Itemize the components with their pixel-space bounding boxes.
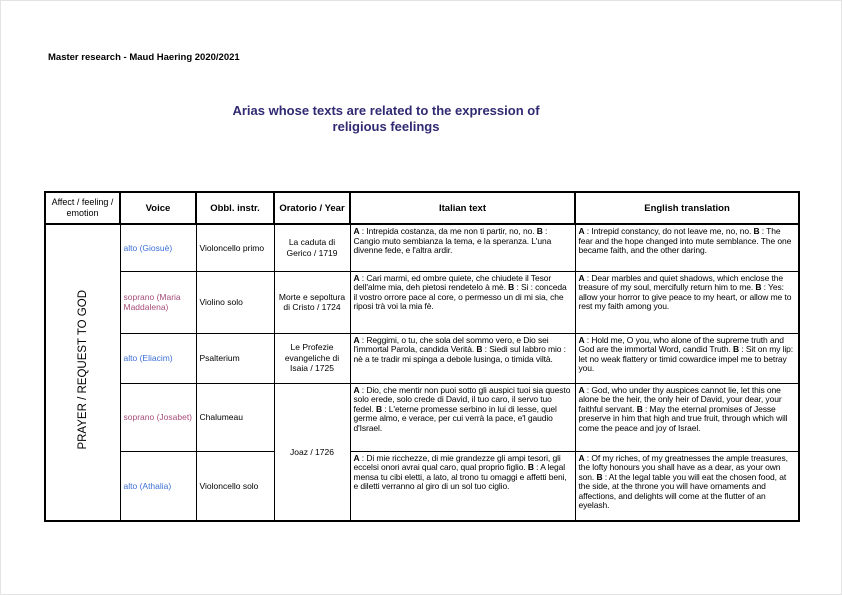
english-text-cell: A : Hold me, O you, who alone of the supreme truth and God are the immortal Word, candid Truth. B : Sit on my lip: let no weak flattery or timid cowardice impel me to betray you. — [575, 333, 799, 383]
header-voice: Voice — [120, 192, 196, 224]
table-row — [45, 224, 799, 271]
table-body — [45, 224, 799, 521]
section-b-label: B — [732, 344, 740, 355]
doc-header: Master research - Maud Haering 2020/2021 — [48, 52, 240, 63]
doc-title-line2: religious feelings — [332, 119, 440, 134]
section-b-label: B — [536, 226, 543, 236]
section-a-label: A — [353, 452, 360, 463]
table-row — [45, 271, 799, 333]
header-italian-text: Italian text — [350, 192, 575, 224]
header-oratorio-year: Oratorio / Year — [274, 192, 350, 224]
english-text-cell: A : Intrepid constancy, do not leave me, no, no. B : The fear and the hope changed into mute semblance. The one became faith, and the other daring. — [575, 224, 799, 271]
section-b-label: B — [508, 282, 515, 293]
section-a-label: A — [578, 334, 585, 345]
category-cell — [45, 224, 120, 521]
section-a-label: A — [578, 272, 585, 283]
oratorio-cell: La caduta di Gerico / 1719 — [274, 224, 350, 271]
english-text-cell: A : Of my riches, of my greatnesses the ample treasures, the lofty honours you shall have as a dear, as your own son. B : At the legal table you will eat the chosen food, at the side, at the throne you will have ornaments and affections, and delights will come at the flutter of an eyelash. — [575, 451, 799, 521]
doc-title-line1: Arias whose texts are related to the expression of — [232, 103, 540, 118]
table-row — [45, 333, 799, 383]
section-b-label: B — [636, 403, 643, 414]
section-a-label: A — [353, 384, 360, 395]
section-b-label: B — [753, 226, 760, 236]
section-a-label: A — [353, 272, 360, 283]
section-b-label: B — [476, 344, 483, 355]
italian-text-cell: A : Dio, che mentir non puoi sotto gli auspici tuoi sia questo solo erede, solo crede di David, il tuo caro, il servo tuo fedel. B : L'eterne promesse serbino in lui di Iesse, quel germe almo, e verace, per cui verrà la pace, e'l gaudio d'Israel. — [350, 383, 575, 451]
voice-cell: alto (Giosuè) — [120, 224, 196, 271]
voice-cell: soprano (Josabet) — [120, 383, 196, 451]
section-b-label: B — [375, 403, 383, 414]
section-a-label: A — [353, 334, 360, 345]
english-text-cell: A : Dear marbles and quiet shadows, which enclose the treasure of my soul, mercifully return him to me. B : Yes: allow your horror to give peace to my heart, or allow me to rest my faith among you. — [575, 271, 799, 333]
voice-cell: soprano (Maria Maddalena) — [120, 271, 196, 333]
instrument-cell: Psalterium — [196, 333, 274, 383]
category-label: PRAYER / REQUEST TO GOD — [76, 290, 89, 450]
voice-cell: alto (Athalia) — [120, 451, 196, 521]
table-header-row — [45, 192, 799, 224]
header-obbl-instr: Obbl. instr. — [196, 192, 274, 224]
italian-text-cell: A : Cari marmi, ed ombre quiete, che chiudete il Tesor dell'alme mia, deh pietosi rendetelo à mè. B : Si : conceda il vostro orrore pace al core, o permesso un di mi sia, che riposi trà voi la mia fè. — [350, 271, 575, 333]
instrument-cell: Violoncello solo — [196, 451, 274, 521]
italian-text-cell: A : Di mie ricchezze, di mie grandezze gli ampi tesori, gli eccelsi onori avrai qual caro, qual proprio figlio. B : A legal mensa tu cibi eletti, a lato, al trono tu omaggi e affetti beni, e diletti verranno al giro di un sol tuo ciglio. — [350, 451, 575, 521]
section-b-label: B — [527, 462, 534, 473]
instrument-cell: Chalumeau — [196, 383, 274, 451]
table-row — [45, 451, 799, 521]
instrument-cell: Violoncello primo — [196, 224, 274, 271]
oratorio-cell: Morte e sepoltura di Cristo / 1724 — [274, 271, 350, 333]
oratorio-cell: Joaz / 1726 — [274, 383, 350, 521]
section-a-label: A — [578, 452, 585, 463]
table-row — [45, 383, 799, 451]
header-affect: Affect / feeling / emotion — [45, 192, 120, 224]
italian-text-cell: A : Reggimi, o tu, che sola del sommo vero, e Dio sei l'immortal Parola, candida Verità. B : Siedi sul labbro mio : nè a te tradir mi spinga a debole lusinga, o timida viltà. — [350, 333, 575, 383]
voice-cell: alto (Eliacim) — [120, 333, 196, 383]
arias-table — [44, 191, 800, 522]
oratorio-cell: Le Profezie evangeliche di Isaia / 1725 — [274, 333, 350, 383]
doc-title — [1, 103, 771, 135]
english-text-cell: A : God, who under thy auspices cannot lie, let this one alone be the heir, the only heir of David, your dear, your faithful servant. B : May the eternal promises of Jesse preserve in him that high and true fruit, through which will come the peace and joy of Israel. — [575, 383, 799, 451]
section-b-label: B — [596, 471, 603, 482]
section-b-label: B — [755, 282, 762, 293]
instrument-cell: Violino solo — [196, 271, 274, 333]
section-a-label: A — [353, 226, 360, 236]
italian-text-cell: A : Intrepida costanza, da me non ti partir, no, no. B : Cangio muto sembianza la tema, e la speranza. L'una divenne fede, e l'altra ardir. — [350, 224, 575, 271]
header-english-translation: English translation — [575, 192, 799, 224]
section-a-label: A — [578, 226, 585, 236]
section-a-label: A — [578, 384, 585, 395]
